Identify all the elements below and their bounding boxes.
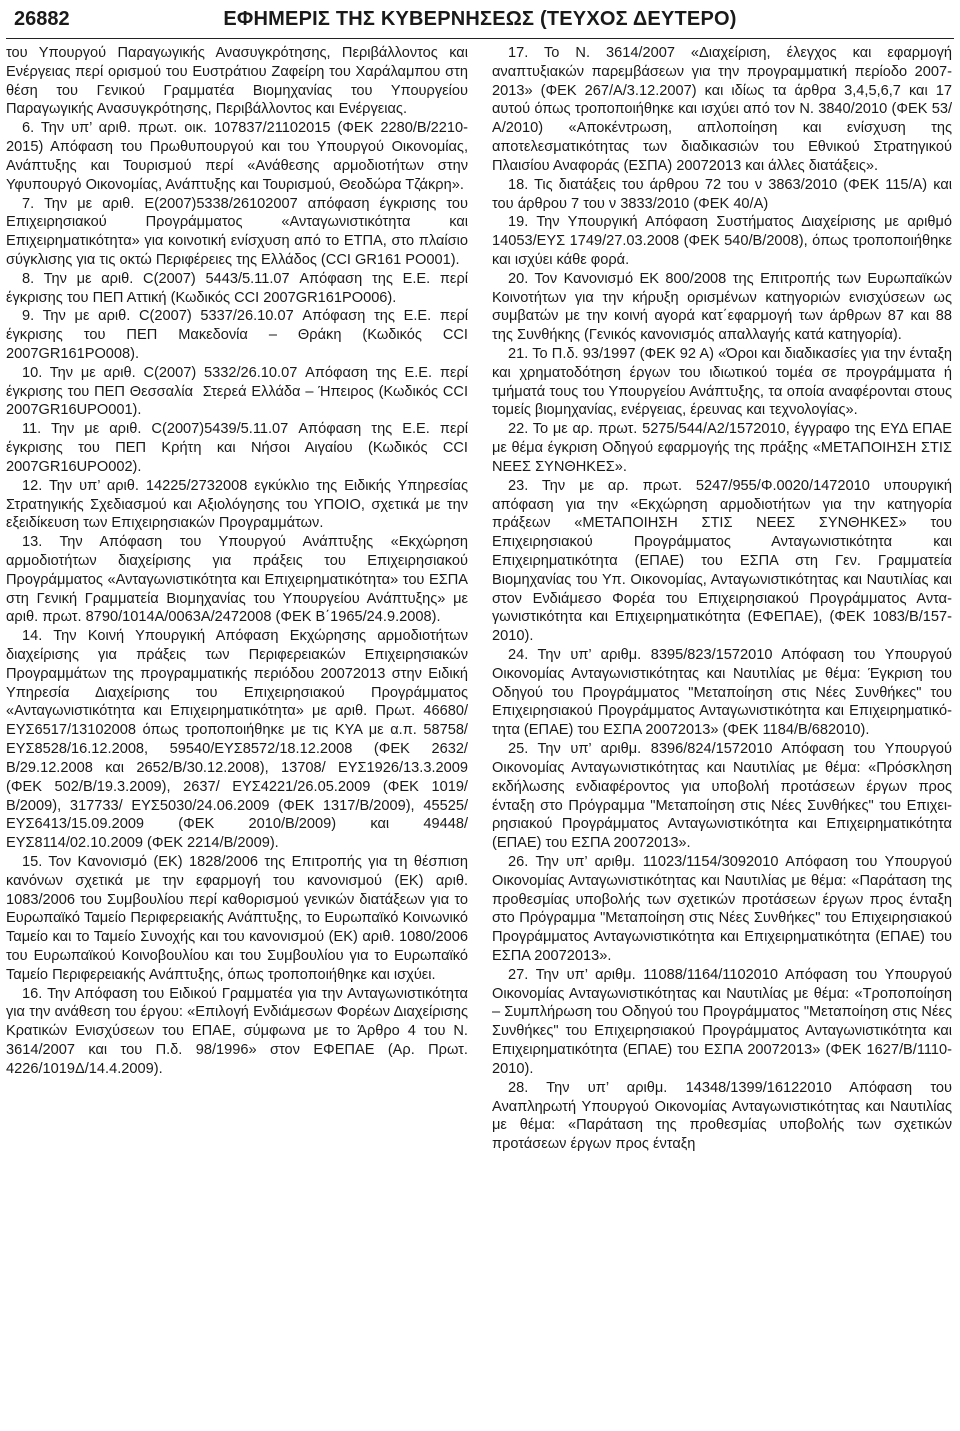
paragraph: 15. Τον Κανονισμό (ΕΚ) 1828/2006 της Επιτροπής για τη θέσπιση κανόνων σχετικά με την εφαρμογή του κανονισμού (ΕΚ) αριθ. 1083/2006 του Συμβουλίου περί καθορισμού γενικών διατάξεων για το Ευρωπαϊκό Ταμείο Περιφερειακής Ανάπτυξης, το Ευρωπαϊκό Κοινωνικό Ταμείο και το Ταμείο Συνοχής και του κανονισμού (ΕΚ) αριθ. 1080/2006 του Ευρωπαϊκού Κοινοβουλίου και του Συμβουλίου για το Ευρωπαϊκό Ταμείο Περιφερειακής Ανάπτυξης, όπως τροποποιήθηκε και ισχύει. bbox=[6, 853, 468, 983]
paragraph: 21. Το Π.δ. 93/1997 (ΦΕΚ 92 Α) «Όροι και διαδικασίες για την ένταξη και χρηματοδότηση έργων του ιδιωτικού τομέα σε προγράμματα ή τμήματά τους του Υπουργείου Ανάπτυξης, τα οποία αναφέρονται στους τομείς βιομηχανίας, ενέργειας, έρευνας και τεχνολογίας». bbox=[492, 346, 952, 419]
right-column bbox=[492, 44, 952, 1154]
paragraph: 23. Την με αρ. πρωτ. 5247/955/Φ.0020/1472010 υπουργική απόφαση για την «Εκχώρηση αρμοδιοτήτων για την κατηγορία πράξεων «ΜΕΤΑΠΟΙΗΣΗ ΣΤΙΣ ΝΕΕΣ ΣΥΝΘΗΚΕΣ» του Επιχειρησιακού Προγράμματος Ανταγωνιστικότητα και Επιχειρηματικότητα (ΕΠΑΕ) του ΕΣΠΑ στη Γεν. Γραμματεία Βιομηχανίας του Υπ. Οικονομίας, Ανταγωνιστικότητας και Ναυτιλίας και στον Ενδιάμεσο Φορέα του Επιχειρησιακού Προγράμματος Ανταγωνιστικότητα και Επιχειρηματικότητα (ΕΦΕΠΑΕ), (ΦΕΚ 1083/Β/1572010). bbox=[492, 477, 952, 645]
page-header bbox=[0, 0, 960, 44]
paragraph: 13. Την Απόφαση του Υπουργού Ανάπτυξης «Εκχώρηση αρμοδιοτήτων διαχείρισης για πράξεις του Επιχειρησιακού Προγράμματος «Ανταγωνιστικότητα και Επιχειρηματικότητα» του ΕΣΠΑ στη Γενική Γραμματεία Βιομηχανίας του Υπουργείου Ανάπτυξης» με αριθ. πρωτ. 8790/1014Α/0063Α/2472008 (ΦΕΚ Β΄1965/24.9.2008). bbox=[6, 534, 468, 626]
paragraph: 17. Το Ν. 3614/2007 «Διαχείριση, έλεγχος και εφαρμογή αναπτυξιακών παρεμβάσεων για την προγραμματική περίοδο 20072013» (ΦΕΚ 267/Α/3.12.2007) και ιδίως τα άρθρα 3,4,5,6,7 και 17 αυτού όπως τροποποιήθηκε και ισχύει από τον Ν. 3840/2010 (ΦΕΚ 53/Α/2010) «Αποκέντρωση, απλοποίηση και ενίσχυση της αποτελεσματικότητας των διαδικασιών του Εθνικού Στρατηγικού Πλαισίου Αναφοράς (ΕΣΠΑ) 20072013 και άλλες διατάξεις». bbox=[492, 45, 952, 174]
paragraph: 10. Την με αριθ. C(2007) 5332/26.10.07 Απόφαση της Ε.Ε. περί έγκρισης του ΠΕΠ Θεσσαλία Στερεά Ελλάδα – Ήπειρος (Κωδικός CCI 2007GR16UPO001). bbox=[6, 364, 468, 419]
header-rule bbox=[6, 38, 954, 39]
paragraph: 7. Την με αριθ. Ε(2007)5338/26102007 απόφαση έγκρισης του Επιχειρησιακού Προγράμματος «Ανταγωνιστικότητα και Επιχειρηματικότητα» για κοινοτική ενίσχυση από το ΕΤΠΑ, στο πλαίσιο σύγκλισης για τις οκτώ Περιφέρειες της Ελλάδος (CCI GR161 PO001). bbox=[6, 195, 468, 268]
journal-title: ΕΦΗΜΕΡΙΣ ΤΗΣ ΚΥΒΕΡΝΗΣΕΩΣ (ΤΕΥΧΟΣ ΔΕΥΤΕΡΟ) bbox=[223, 8, 737, 30]
paragraph: 18. Τις διατάξεις του άρθρου 72 του ν 3863/2010 (ΦΕΚ 115/Α) και του άρθρου 7 του ν 3833/2010 (ΦΕΚ 40/Α) bbox=[492, 176, 952, 212]
paragraph: 24. Την υπ’ αριθμ. 8395/823/1572010 Απόφαση του Υπουργού Οικονομίας Ανταγωνιστικότητας και Ναυτιλίας με θέμα: Έγκριση του Οδηγού του Προγράμματος "Μεταποίηση στις Νέες Συνθήκες" του Επιχειρησιακού Προγράμματος Ανταγωνιστικότητα και Επιχειρηματικότητα (ΕΠΑΕ) του ΕΣΠΑ 20072013» (ΦΕΚ 1184/Β/682010). bbox=[492, 647, 952, 739]
paragraph: 16. Την Απόφαση του Ειδικού Γραμματέα για την Ανταγωνιστικότητα για την ανάθεση του έργου: «Επιλογή Ενδιάμεσων Φορέων Διαχείρισης Κρατικών Ενισχύσεων του ΕΠΑΕ, σύμφωνα με το Άρθρο 4 του Ν. 3614/2007 και του Π.δ. 98/1996» στον ΕΦΕΠΑΕ (Αρ. Πρωτ. 4226/1019Δ/14.4.2009). bbox=[6, 985, 468, 1077]
paragraph: 12. Την υπ’ αριθ. 14225/2732008 εγκύκλιο της Ειδικής Υπηρεσίας Στρατηγικής Σχεδιασμού και Αξιολόγησης του ΥΠΟΙΟ, σχετικά με την εξειδίκευση των Επιχειρησιακών Προγραμμάτων. bbox=[6, 477, 468, 532]
paragraph: 28. Την υπ’ αριθμ. 14348/1399/16122010 Απόφαση του Αναπληρωτή Υπουργού Οικονομίας Ανταγωνιστικότητας και Ναυτιλίας με θέμα: «Παράταση της προθεσμίας υποβολής των σχετικών προτάσεων έργων προς ένταξη bbox=[492, 1079, 952, 1153]
paragraph: 22. Το με αρ. πρωτ. 5275/544/Α2/1572010, έγγραφο της ΕΥΔ ΕΠΑΕ με θέμα έγκριση Οδηγού εφαρμογής της πράξης «ΜΕΤΑΠΟΙΗΣΗ ΣΤΙΣ ΝΕΕΣ ΣΥΝΘΗΚΕΣ». bbox=[492, 421, 952, 475]
paragraph: 6. Την υπ’ αριθ. πρωτ. οικ. 107837/21102015 (ΦΕΚ 2280/Β/22102015) Απόφαση του Πρωθυπουργού και του Υπουργού Οικονομίας, Ανάπτυξης και Τουρισμού περί «Ανάθεσης αρμοδιοτήτων στην Υφυπουργό Οικονομίας, Ανάπτυξης και Τουρισμού, Θεοδώρα Τζάκρη». bbox=[6, 120, 468, 193]
paragraph: 26. Την υπ’ αριθμ. 11023/1154/3092010 Απόφαση του Υπουργού Οικονομίας Ανταγωνιστικότητας και Ναυτιλίας με θέμα: «Παράταση της προθεσμίας υποβολής των σχετικών προτάσεων έργων προς ένταξη στο Πρόγραμμα "Μεταποίηση στις Νέες Συνθήκες" του Επιχειρησιακού Προγράμματος Ανταγωνιστικότητα και Επιχειρηματικότητα (ΕΠΑΕ) του ΕΣΠΑ 20072013». bbox=[492, 853, 952, 964]
paragraph: 9. Την με αριθ. C(2007) 5337/26.10.07 Απόφαση της Ε.Ε. περί έγκρισης του ΠΕΠ Μακεδονία – Θράκη (Κωδικός CCI 2007GR161PO008). bbox=[6, 308, 468, 362]
left-column bbox=[6, 44, 468, 1079]
paragraph: 14. Την Κοινή Υπουργική Απόφαση Εκχώρησης αρμοδιοτήτων διαχείρισης για πράξεις των Περιφερειακών Επιχειρησιακών Προγραμμάτων της προγραμματικής περιόδου 20072013 στην Ειδική Υπηρεσία Διαχείρισης του Επιχειρησιακού Προγράμματος «Ανταγωνιστικότητα και Επιχειρηματικότητα» με αριθ. Πρωτ. 46680/ ΕΥΣ6517/13102008 όπως τροποποιήθηκε με τις ΚΥΑ με α.π. 58758/ΕΥΣ8528/16.12.2008, 59540/ΕΥΣ8572/18.12.2008 (ΦΕΚ 2632/Β/29.12.2008 και 2652/Β/30.12.2008), 13708/ ΕΥΣ1926/13.3.2009 (ΦΕΚ 502/Β/19.3.2009), 2637/ ΕΥΣ4221/26.05.2009 (ΦΕΚ 1019/Β/2009), 317733/ ΕΥΣ5030/24.06.2009 (ΦΕΚ 1317/Β/2009), 45525/ ΕΥΣ6413/15.09.2009 (ΦΕΚ 2010/Β/2009) και 49448/ ΕΥΣ8114/02.10.2009 (ΦΕΚ 2214/Β/2009). bbox=[6, 628, 468, 852]
paragraph: 11. Την με αριθ. C(2007)5439/5.11.07 Απόφαση της Ε.Ε. περί έγκρισης του ΠΕΠ Κρήτη και Νήσοι Αιγαίου (Κωδικός CCI 2007GR16UPO002). bbox=[6, 421, 468, 475]
paragraph: 19. Την Υπουργική Απόφαση Συστήματος Διαχείρισης με αριθμό 14053/ΕΥΣ 1749/27.03.2008 (ΦΕΚ 540/Β/2008), όπως τροποποιήθηκε και ισχύει κάθε φορά. bbox=[492, 214, 952, 268]
page-number: 26882 bbox=[14, 8, 70, 30]
paragraph: 25. Την υπ’ αριθμ. 8396/824/1572010 Απόφαση του Υπουργού Οικονομίας Ανταγωνιστικότητας και Ναυτιλίας με θέμα: «Πρόσκληση εκδήλωσης ενδιαφέροντος για υποβολή προτάσεων έργων προς ένταξη στο Πρόγραμμα "Μεταποίηση στις Νέες Συνθήκες" του Επιχειρησιακού Προγράμματος Ανταγωνιστικότητα και Επιχειρηματικότητα (ΕΠΑΕ) του ΕΣΠΑ 20072013». bbox=[492, 741, 952, 852]
paragraph: 8. Την με αριθ. C(2007) 5443/5.11.07 Απόφαση της Ε.Ε. περί έγκρισης του ΠΕΠ Αττική (Κωδικός CCI 2007GR161PO006). bbox=[6, 270, 468, 306]
paragraph: 27. Την υπ’ αριθμ. 11088/1164/1102010 Απόφαση του Υπουργού Οικονομίας Ανταγωνιστικότητας και Ναυτιλίας με θέμα: «Τροποποίηση – Συμπλήρωση του Οδηγού του Προγράμματος "Μεταποίηση στις Νέες Συνθήκες" του Επιχειρησιακού Προγράμματος Ανταγωνιστικότητα και Επιχειρηματικότητα (ΕΠΑΕ) του ΕΣΠΑ 20072013» (ΦΕΚ 1627/Β/11102010). bbox=[492, 966, 952, 1077]
paragraph: 20. Τον Κανονισμό ΕΚ 800/2008 της Επιτροπής των Ευρωπαϊκών Κοινοτήτων για την κήρυξη ορισμένων κατηγοριών ενισχύσεων ως συμβατών με την κοινή αγορά κατ΄εφαρμογή των άρθρων 87 και 88 της Συνθήκης (Γενικός κανονισμός απαλλαγής κατά κατηγορία). bbox=[492, 270, 952, 344]
paragraph: του Υπουργού Παραγωγικής Ανασυγκρότησης, Περιβάλλοντος και Ενέργειας περί ορισμού του Ευστράτιου Ζαφείρη του Χαράλαμπου στη θέση του Γενικού Γραμματέα Βιομηχανίας του Υπουργείου Παραγωγικής Ανασυγκρότησης, Περιβάλλοντος και Ενέργειας. bbox=[6, 45, 468, 118]
